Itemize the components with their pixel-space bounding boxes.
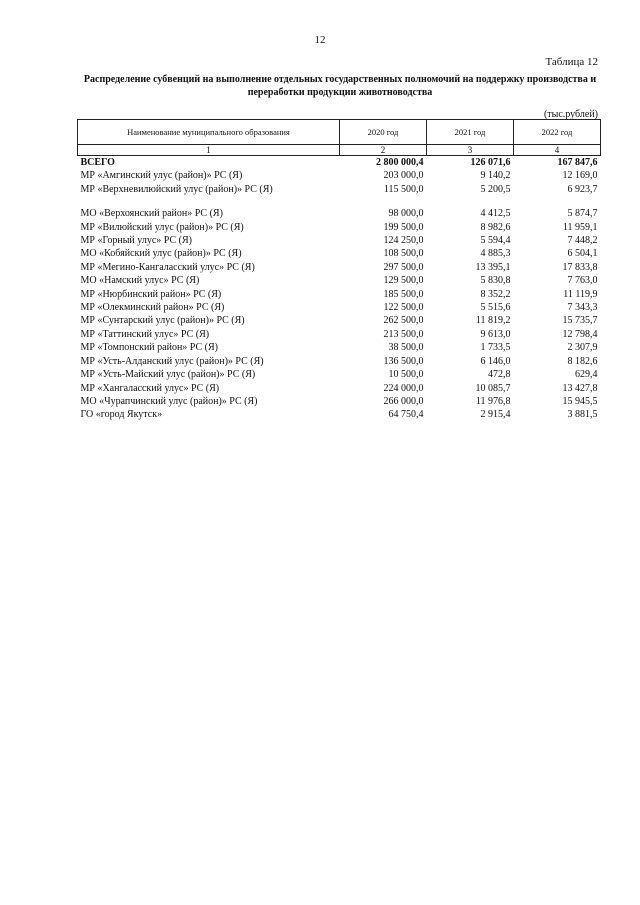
table-row: [78, 234, 601, 247]
municipality-name: МО «Чурапчинский улус (район)» РС (Я): [80, 395, 258, 407]
value-2022: 7 343,3: [567, 302, 598, 314]
col-number: 4: [514, 145, 601, 156]
value-2020: 203 000,0: [383, 170, 424, 182]
value-2021: 4 885,3: [480, 248, 511, 260]
table-row: [78, 368, 601, 381]
total-2021: 126 071,6: [470, 157, 511, 168]
table-row: [78, 408, 601, 421]
value-2022: 7 763,0: [567, 275, 598, 287]
value-2020: 266 000,0: [383, 395, 424, 407]
header-2021: 2021 год: [427, 120, 514, 145]
value-2022: 5 874,7: [567, 208, 598, 220]
table-row: [78, 169, 601, 182]
header-name: Наименование муниципального образования: [78, 120, 340, 145]
value-2020: 108 500,0: [383, 248, 424, 260]
column-number-row: [78, 145, 601, 156]
value-2020: 115 500,0: [383, 183, 424, 195]
value-2022: 15 735,7: [562, 315, 598, 327]
value-2020: 213 500,0: [383, 328, 424, 340]
header-2020: 2020 год: [340, 120, 427, 145]
value-2022: 7 448,2: [567, 235, 598, 247]
value-2022: 6 504,1: [567, 248, 598, 260]
municipality-name: МР «Горный улус» РС (Я): [80, 235, 192, 247]
total-2020: 2 800 000,4: [376, 157, 424, 168]
municipality-name: МР «Нюрбинский район» РС (Я): [80, 288, 222, 300]
value-2022: 17 833,8: [562, 261, 598, 273]
municipality-name: МР «Хангаласский улус» РС (Я): [80, 382, 220, 394]
value-2021: 9 140,2: [480, 170, 511, 182]
value-2021: 10 085,7: [475, 382, 511, 394]
value-2020: 98 000,0: [388, 208, 424, 220]
municipality-name: ГО «город Якутск»: [80, 409, 163, 421]
col-number: 1: [78, 145, 340, 156]
municipality-name: МР «Вилюйский улус (район)» РС (Я): [80, 221, 244, 233]
municipality-name: МР «Усть-Алданский улус (район)» РС (Я): [80, 355, 264, 367]
value-2021: 11 976,8: [475, 395, 511, 407]
value-2022: 12 798,4: [562, 328, 598, 340]
value-2020: 262 500,0: [383, 315, 424, 327]
value-2021: 5 515,6: [480, 302, 511, 314]
value-2021: 5 594,4: [480, 235, 511, 247]
total-2022: 167 847,6: [557, 157, 598, 168]
value-2020: 124 250,0: [383, 235, 424, 247]
value-2021: 5 830,8: [480, 275, 511, 287]
value-2022: 12 169,0: [562, 170, 598, 182]
value-2022: 6 923,7: [567, 183, 598, 195]
value-2020: 185 500,0: [383, 288, 424, 300]
municipality-name: МО «Кобяйский улус (район)» РС (Я): [80, 248, 242, 260]
table-row: [78, 207, 601, 220]
value-2020: 136 500,0: [383, 355, 424, 367]
document-title: Распределение субвенций на выполнение отдельных государственных полномочий на поддержку производства и переработки продукции животноводства: [83, 74, 597, 98]
municipality-name: МР «Верхневилюйский улус (район)» РС (Я): [80, 183, 273, 195]
municipality-name: МР «Олекминский район» РС (Я): [80, 302, 225, 314]
table-row: [78, 261, 601, 274]
table-label: Таблица 12: [545, 56, 598, 68]
value-2022: 2 307,9: [567, 342, 598, 354]
value-2021: 8 352,2: [480, 288, 511, 300]
municipality-name: МР «Амгинский улус (район)» РС (Я): [80, 170, 243, 182]
page-number: 12: [314, 34, 326, 46]
units-label: (тыс.рублей): [543, 109, 598, 120]
header-row: [78, 120, 601, 145]
municipality-name: МО «Намский улус» РС (Я): [80, 275, 200, 287]
table-row: [78, 314, 601, 327]
value-2021: 6 146,0: [480, 355, 511, 367]
value-2021: 9 613,0: [480, 328, 511, 340]
table-row: [78, 301, 601, 314]
value-2021: 8 982,6: [480, 221, 511, 233]
col-number: 2: [340, 145, 427, 156]
municipality-name: МР «Томпонский район» РС (Я): [80, 342, 218, 354]
municipality-name: МО «Верхоянский район» РС (Я): [80, 208, 223, 220]
table-row: [78, 341, 601, 354]
subsidy-table: [77, 119, 601, 422]
table-row: [78, 274, 601, 287]
col-number: 3: [427, 145, 514, 156]
value-2020: 224 000,0: [383, 382, 424, 394]
value-2022: 11 959,1: [562, 221, 598, 233]
value-2022: 11 119,9: [563, 288, 598, 300]
value-2020: 64 750,4: [388, 409, 424, 421]
value-2021: 5 200,5: [480, 183, 511, 195]
value-2021: 1 733,5: [480, 342, 511, 354]
table-row: [78, 395, 601, 408]
table-row: [78, 328, 601, 341]
value-2022: 3 881,5: [567, 409, 598, 421]
value-2021: 4 412,5: [480, 208, 511, 220]
value-2020: 10 500,0: [388, 369, 424, 381]
table-row: [78, 183, 601, 196]
value-2022: 13 427,8: [562, 382, 598, 394]
table-row: [78, 355, 601, 368]
value-2020: 38 500,0: [388, 342, 424, 354]
value-2021: 13 395,1: [475, 261, 511, 273]
table-row: [78, 382, 601, 395]
municipality-name: МР «Усть-Майский улус (район)» РС (Я): [80, 369, 256, 381]
value-2020: 122 500,0: [383, 302, 424, 314]
header-2022: 2022 год: [514, 120, 601, 145]
table-row: [78, 288, 601, 301]
table-row: [78, 221, 601, 234]
table-row: [78, 247, 601, 260]
value-2021: 11 819,2: [475, 315, 511, 327]
value-2020: 129 500,0: [383, 275, 424, 287]
value-2022: 15 945,5: [562, 395, 598, 407]
total-row: [78, 156, 601, 170]
value-2022: 629,4: [575, 369, 598, 381]
value-2022: 8 182,6: [567, 355, 598, 367]
total-label: ВСЕГО: [80, 157, 115, 168]
municipality-name: МР «Мегино-Кангаласский улус» РС (Я): [80, 261, 255, 273]
value-2020: 199 500,0: [383, 221, 424, 233]
value-2020: 297 500,0: [383, 261, 424, 273]
municipality-name: МР «Таттинский улус» РС (Я): [80, 328, 210, 340]
value-2021: 2 915,4: [480, 409, 511, 421]
municipality-name: МР «Сунтарский улус (район)» РС (Я): [80, 315, 245, 327]
value-2021: 472,8: [488, 369, 511, 381]
spacer-row: [78, 196, 601, 207]
table-body: [78, 156, 601, 422]
